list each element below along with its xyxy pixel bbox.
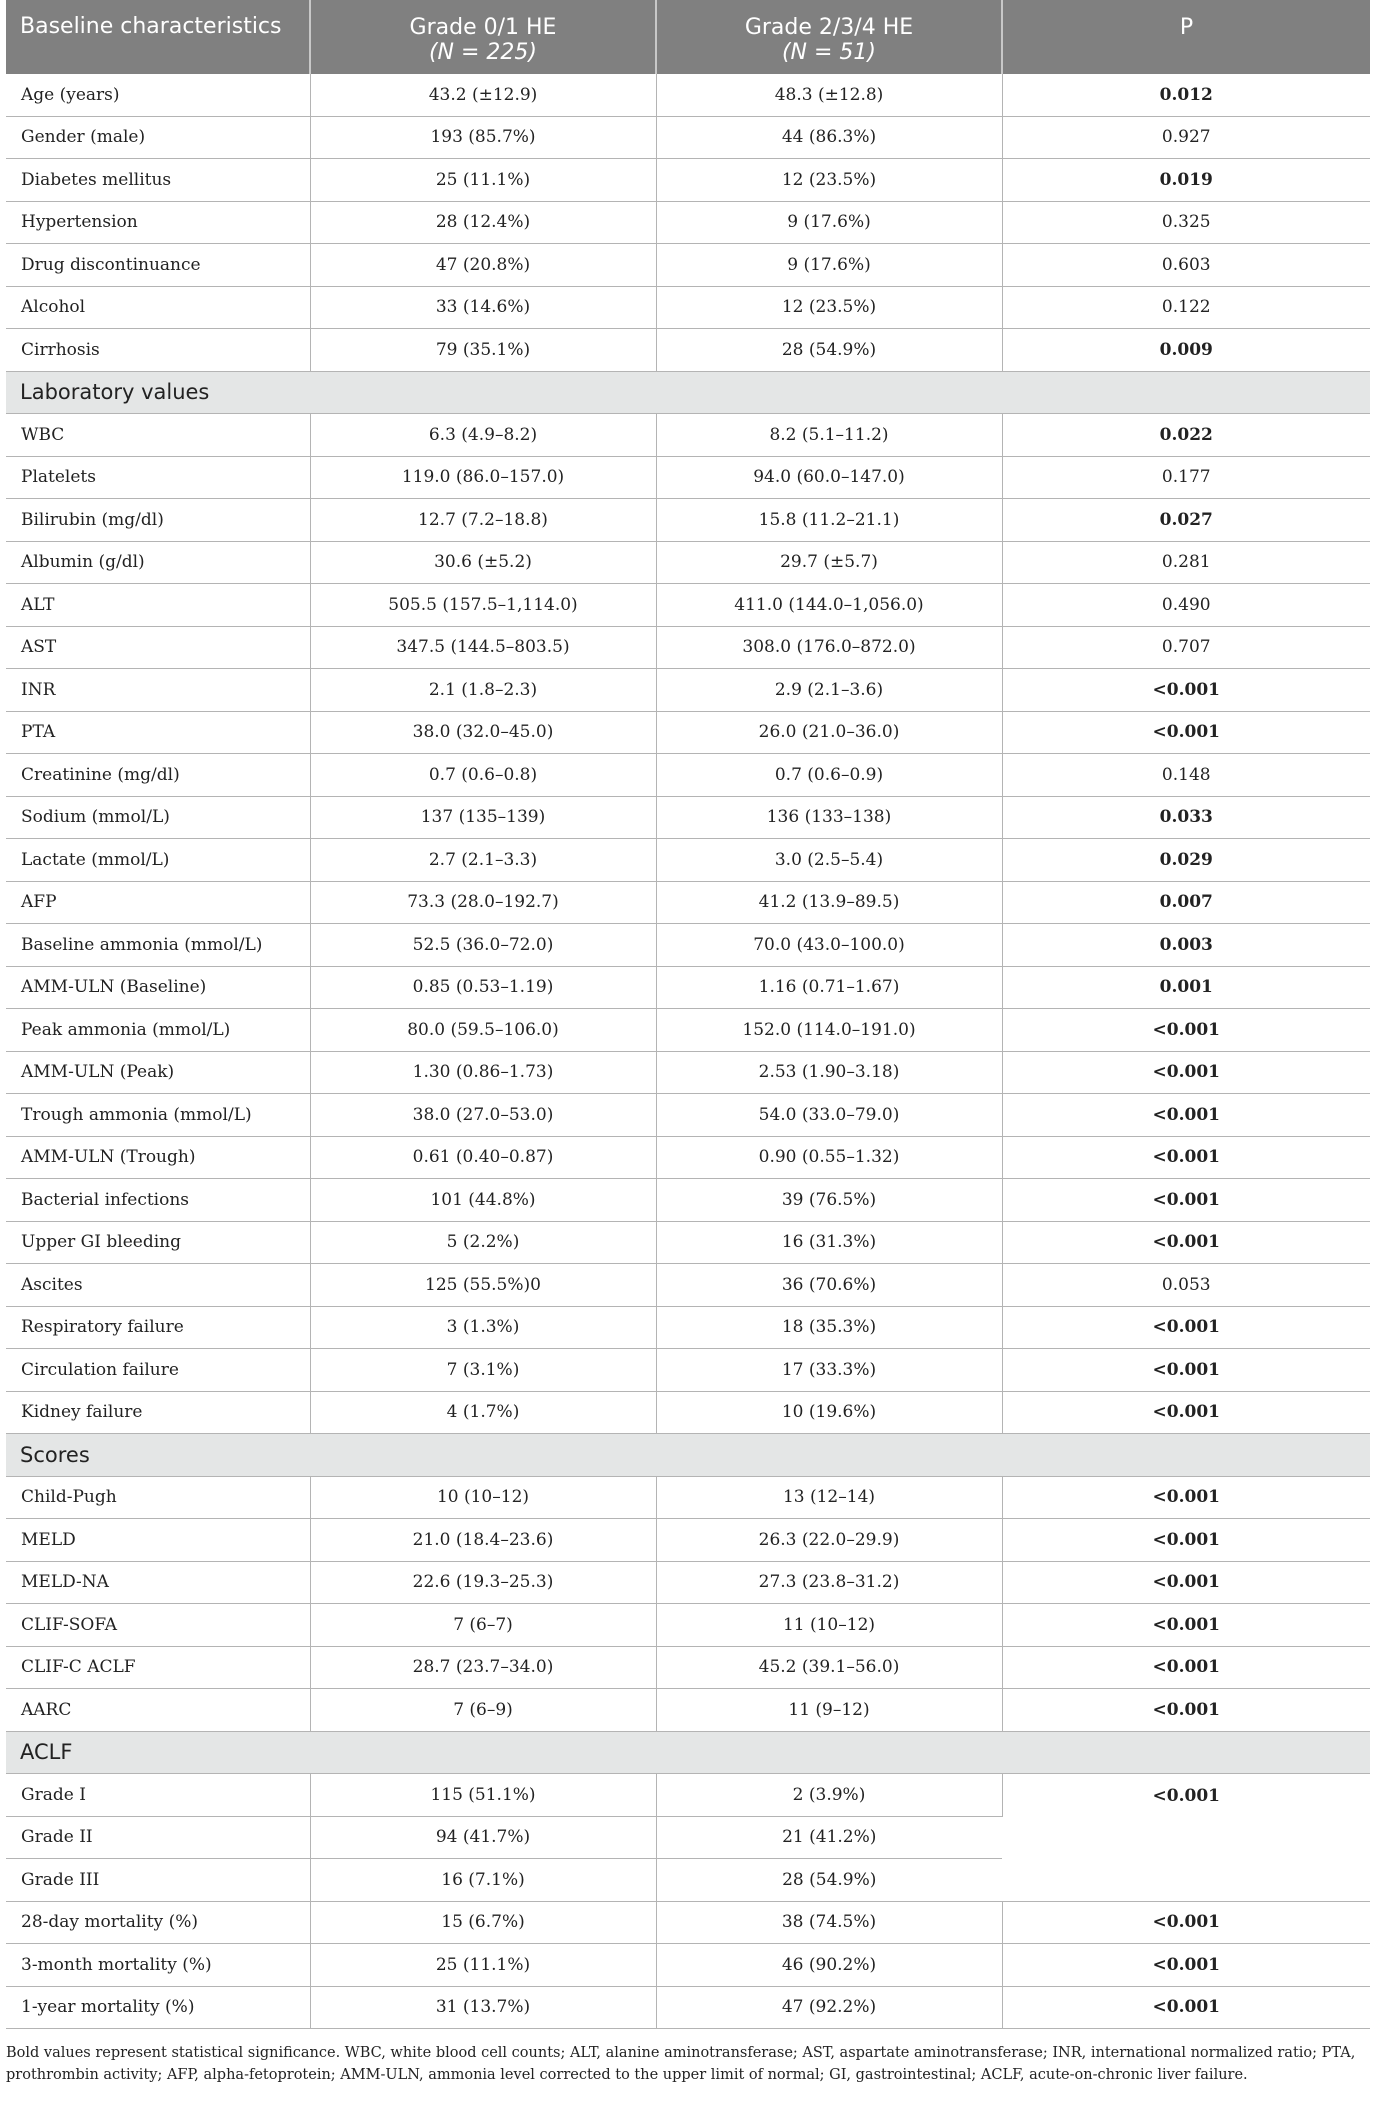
- p-value: 0.003: [1002, 924, 1370, 967]
- p-value: 0.707: [1002, 626, 1370, 669]
- section-header: ACLF: [6, 1731, 1370, 1774]
- row-label: MELD: [6, 1519, 310, 1562]
- p-value: 0.033: [1002, 796, 1370, 839]
- row-label: AST: [6, 626, 310, 669]
- row-label: Hypertension: [6, 201, 310, 244]
- baseline-characteristics-table: [6, 0, 1370, 2029]
- row-label: Trough ammonia (mmol/L): [6, 1094, 310, 1137]
- grade-01-value: 119.0 (86.0–157.0): [310, 456, 656, 499]
- grade-234-value: 2 (3.9%): [656, 1774, 1002, 1817]
- grade-01-value: 38.0 (27.0–53.0): [310, 1094, 656, 1137]
- row-label: Alcohol: [6, 286, 310, 329]
- p-value: 0.007: [1002, 881, 1370, 924]
- grade-234-value: 9 (17.6%): [656, 244, 1002, 287]
- row-label: AMM-ULN (Peak): [6, 1051, 310, 1094]
- grade-01-value: 28 (12.4%): [310, 201, 656, 244]
- section-header: Scores: [6, 1434, 1370, 1477]
- aclf-grade-p-value: <0.001: [1002, 1774, 1370, 1902]
- grade-01-value: 6.3 (4.9–8.2): [310, 414, 656, 457]
- grade-01-value: 347.5 (144.5–803.5): [310, 626, 656, 669]
- grade-01-value: 38.0 (32.0–45.0): [310, 711, 656, 754]
- grade-01-value: 7 (6–9): [310, 1689, 656, 1732]
- grade-01-value: 137 (135–139): [310, 796, 656, 839]
- grade-01-value: 1.30 (0.86–1.73): [310, 1051, 656, 1094]
- grade-01-value: 0.7 (0.6–0.8): [310, 754, 656, 797]
- row-label: WBC: [6, 414, 310, 457]
- grade-234-value: 10 (19.6%): [656, 1391, 1002, 1434]
- p-value: 0.177: [1002, 456, 1370, 499]
- p-value: <0.001: [1002, 1561, 1370, 1604]
- row-label: AARC: [6, 1689, 310, 1732]
- p-value: <0.001: [1002, 1689, 1370, 1732]
- section-header: Laboratory values: [6, 371, 1370, 414]
- table-row: [6, 414, 1370, 457]
- row-label: AMM-ULN (Trough): [6, 1136, 310, 1179]
- row-label: Creatinine (mg/dl): [6, 754, 310, 797]
- grade-234-value: 2.9 (2.1–3.6): [656, 669, 1002, 712]
- grade-01-value: 115 (51.1%): [310, 1774, 656, 1817]
- grade-234-value: 36 (70.6%): [656, 1264, 1002, 1307]
- row-label: Respiratory failure: [6, 1306, 310, 1349]
- table-row: [6, 499, 1370, 542]
- grade-01-value: 0.85 (0.53–1.19): [310, 966, 656, 1009]
- grade-234-value: 13 (12–14): [656, 1476, 1002, 1519]
- table-row: [6, 839, 1370, 882]
- p-value: 0.029: [1002, 839, 1370, 882]
- table-row: [6, 711, 1370, 754]
- table-row: [6, 1051, 1370, 1094]
- table-row: [6, 1306, 1370, 1349]
- p-value: 0.603: [1002, 244, 1370, 287]
- table-footnote: Bold values represent statistical significance. WBC, white blood cell counts; ALT, alanine aminotransferase; AST, aspartate aminotransferase; INR, international normalized ratio; PTA, prothrombin activity; AFP, alpha-fetoprotein; AMM-ULN, ammonia level corrected to the upper limit of normal; GI, gastrointestinal; ACLF, acute-on-chronic liver failure.: [6, 2045, 1356, 2083]
- table-row: [6, 456, 1370, 499]
- table-row: [6, 1689, 1370, 1732]
- grade-234-value: 18 (35.3%): [656, 1306, 1002, 1349]
- row-label: Baseline ammonia (mmol/L): [6, 924, 310, 967]
- table-row: [6, 1519, 1370, 1562]
- row-label: Kidney failure: [6, 1391, 310, 1434]
- grade-01-value: 79 (35.1%): [310, 329, 656, 372]
- grade-234-value: 15.8 (11.2–21.1): [656, 499, 1002, 542]
- grade-01-value: 94 (41.7%): [310, 1816, 656, 1859]
- p-value: <0.001: [1002, 1306, 1370, 1349]
- grade-234-value: 152.0 (114.0–191.0): [656, 1009, 1002, 1052]
- row-label: 3-month mortality (%): [6, 1944, 310, 1987]
- grade-234-value: 17 (33.3%): [656, 1349, 1002, 1392]
- section-row: [6, 371, 1370, 414]
- grade-234-value: 48.3 (±12.8): [656, 74, 1002, 116]
- grade-01-value: 30.6 (±5.2): [310, 541, 656, 584]
- p-value: <0.001: [1002, 1094, 1370, 1137]
- p-value: 0.053: [1002, 1264, 1370, 1307]
- row-label: Sodium (mmol/L): [6, 796, 310, 839]
- table-row: [6, 116, 1370, 159]
- grade-234-value: 28 (54.9%): [656, 329, 1002, 372]
- grade-01-value: 193 (85.7%): [310, 116, 656, 159]
- grade-234-value: 9 (17.6%): [656, 201, 1002, 244]
- row-label: Bacterial infections: [6, 1179, 310, 1222]
- grade-01-value: 3 (1.3%): [310, 1306, 656, 1349]
- p-value: 0.325: [1002, 201, 1370, 244]
- row-label: Lactate (mmol/L): [6, 839, 310, 882]
- table-row: [6, 966, 1370, 1009]
- grade-01-value: 7 (6–7): [310, 1604, 656, 1647]
- grade-234-value: 26.3 (22.0–29.9): [656, 1519, 1002, 1562]
- grade-01-value: 15 (6.7%): [310, 1901, 656, 1944]
- row-label: AFP: [6, 881, 310, 924]
- p-value: 0.001: [1002, 966, 1370, 1009]
- grade-234-value: 12 (23.5%): [656, 159, 1002, 202]
- p-value: <0.001: [1002, 1476, 1370, 1519]
- row-label: Albumin (g/dl): [6, 541, 310, 584]
- row-label: CLIF-C ACLF: [6, 1646, 310, 1689]
- grade-01-value: 0.61 (0.40–0.87): [310, 1136, 656, 1179]
- p-value: <0.001: [1002, 1391, 1370, 1434]
- table-row: [6, 1944, 1370, 1987]
- header-baseline-characteristics: Baseline characteristics: [6, 0, 310, 74]
- grade-234-value: 0.7 (0.6–0.9): [656, 754, 1002, 797]
- grade-234-value: 11 (9–12): [656, 1689, 1002, 1732]
- grade-01-value: 12.7 (7.2–18.8): [310, 499, 656, 542]
- row-label: Circulation failure: [6, 1349, 310, 1392]
- p-value: 0.927: [1002, 116, 1370, 159]
- table-row: [6, 584, 1370, 627]
- table-row: [6, 1986, 1370, 2029]
- grade-01-value: 10 (10–12): [310, 1476, 656, 1519]
- table-container: [6, 0, 1370, 2029]
- p-value: <0.001: [1002, 1349, 1370, 1392]
- grade-01-value: 47 (20.8%): [310, 244, 656, 287]
- row-label: Cirrhosis: [6, 329, 310, 372]
- table-row: [6, 1774, 1370, 1817]
- grade-234-value: 94.0 (60.0–147.0): [656, 456, 1002, 499]
- grade-01-value: 52.5 (36.0–72.0): [310, 924, 656, 967]
- p-value: 0.022: [1002, 414, 1370, 457]
- p-value: <0.001: [1002, 669, 1370, 712]
- p-value: <0.001: [1002, 1009, 1370, 1052]
- table-row: [6, 1136, 1370, 1179]
- grade-234-value: 28 (54.9%): [656, 1859, 1002, 1902]
- row-label: Grade III: [6, 1859, 310, 1902]
- grade-234-value: 0.90 (0.55–1.32): [656, 1136, 1002, 1179]
- p-value: 0.122: [1002, 286, 1370, 329]
- grade-234-value: 27.3 (23.8–31.2): [656, 1561, 1002, 1604]
- grade-01-value: 7 (3.1%): [310, 1349, 656, 1392]
- grade-01-value: 80.0 (59.5–106.0): [310, 1009, 656, 1052]
- table-row: [6, 754, 1370, 797]
- table-row: [6, 669, 1370, 712]
- header-grade-01: [310, 0, 656, 74]
- header-p-value: P: [1002, 0, 1370, 74]
- row-label: 1-year mortality (%): [6, 1986, 310, 2029]
- row-label: PTA: [6, 711, 310, 754]
- p-value: <0.001: [1002, 1604, 1370, 1647]
- grade-234-value: 41.2 (13.9–89.5): [656, 881, 1002, 924]
- table-row: [6, 626, 1370, 669]
- grade-234-value: 26.0 (21.0–36.0): [656, 711, 1002, 754]
- table-row: [6, 244, 1370, 287]
- row-label: Age (years): [6, 74, 310, 116]
- p-value: <0.001: [1002, 1986, 1370, 2029]
- grade-234-value: 8.2 (5.1–11.2): [656, 414, 1002, 457]
- row-label: Platelets: [6, 456, 310, 499]
- row-label: Bilirubin (mg/dl): [6, 499, 310, 542]
- table-row: [6, 1349, 1370, 1392]
- table-row: [6, 159, 1370, 202]
- grade-234-value: 47 (92.2%): [656, 1986, 1002, 2029]
- p-value: <0.001: [1002, 1051, 1370, 1094]
- table-row: [6, 1646, 1370, 1689]
- table-row: [6, 924, 1370, 967]
- grade-01-value: 505.5 (157.5–1,114.0): [310, 584, 656, 627]
- p-value: 0.019: [1002, 159, 1370, 202]
- header-grade-234-n: (N = 51): [781, 40, 877, 65]
- table-row: [6, 1221, 1370, 1264]
- grade-234-value: 44 (86.3%): [656, 116, 1002, 159]
- header-grade-234: [656, 0, 1002, 74]
- grade-234-value: 1.16 (0.71–1.67): [656, 966, 1002, 1009]
- grade-234-value: 11 (10–12): [656, 1604, 1002, 1647]
- grade-234-value: 29.7 (±5.7): [656, 541, 1002, 584]
- p-value: <0.001: [1002, 1646, 1370, 1689]
- grade-01-value: 101 (44.8%): [310, 1179, 656, 1222]
- row-label: Upper GI bleeding: [6, 1221, 310, 1264]
- row-label: MELD-NA: [6, 1561, 310, 1604]
- grade-01-value: 22.6 (19.3–25.3): [310, 1561, 656, 1604]
- p-value: <0.001: [1002, 1136, 1370, 1179]
- grade-234-value: 46 (90.2%): [656, 1944, 1002, 1987]
- grade-01-value: 125 (55.5%)0: [310, 1264, 656, 1307]
- p-value: <0.001: [1002, 1179, 1370, 1222]
- table-body: [6, 74, 1370, 2029]
- row-label: ALT: [6, 584, 310, 627]
- row-label: Child-Pugh: [6, 1476, 310, 1519]
- grade-234-value: 21 (41.2%): [656, 1816, 1002, 1859]
- grade-01-value: 16 (7.1%): [310, 1859, 656, 1902]
- row-label: Gender (male): [6, 116, 310, 159]
- row-label: Ascites: [6, 1264, 310, 1307]
- row-label: AMM-ULN (Baseline): [6, 966, 310, 1009]
- table-row: [6, 881, 1370, 924]
- table-row: [6, 1901, 1370, 1944]
- grade-234-value: 45.2 (39.1–56.0): [656, 1646, 1002, 1689]
- p-value: 0.027: [1002, 499, 1370, 542]
- row-label: INR: [6, 669, 310, 712]
- grade-234-value: 12 (23.5%): [656, 286, 1002, 329]
- table-row: [6, 1179, 1370, 1222]
- grade-234-value: 54.0 (33.0–79.0): [656, 1094, 1002, 1137]
- table-row: [6, 286, 1370, 329]
- grade-234-value: 2.53 (1.90–3.18): [656, 1051, 1002, 1094]
- grade-01-value: 4 (1.7%): [310, 1391, 656, 1434]
- row-label: Peak ammonia (mmol/L): [6, 1009, 310, 1052]
- section-row: [6, 1731, 1370, 1774]
- table-header-row: [6, 0, 1370, 74]
- grade-01-value: 25 (11.1%): [310, 1944, 656, 1987]
- table-row: [6, 201, 1370, 244]
- grade-234-value: 136 (133–138): [656, 796, 1002, 839]
- grade-234-value: 308.0 (176.0–872.0): [656, 626, 1002, 669]
- p-value: 0.012: [1002, 74, 1370, 116]
- p-value: <0.001: [1002, 711, 1370, 754]
- p-value: 0.490: [1002, 584, 1370, 627]
- p-value: 0.148: [1002, 754, 1370, 797]
- table-row: [6, 1009, 1370, 1052]
- header-grade-01-title: Grade 0/1 HE: [409, 15, 557, 40]
- row-label: Grade II: [6, 1816, 310, 1859]
- header-grade-01-n: (N = 225): [428, 40, 538, 65]
- table-row: [6, 1561, 1370, 1604]
- table-row: [6, 541, 1370, 584]
- grade-01-value: 2.1 (1.8–2.3): [310, 669, 656, 712]
- grade-234-value: 39 (76.5%): [656, 1179, 1002, 1222]
- row-label: Grade I: [6, 1774, 310, 1817]
- grade-01-value: 5 (2.2%): [310, 1221, 656, 1264]
- table-row: [6, 329, 1370, 372]
- table-row: [6, 1476, 1370, 1519]
- table-row: [6, 1264, 1370, 1307]
- grade-234-value: 3.0 (2.5–5.4): [656, 839, 1002, 882]
- p-value: <0.001: [1002, 1901, 1370, 1944]
- p-value: 0.009: [1002, 329, 1370, 372]
- grade-234-value: 70.0 (43.0–100.0): [656, 924, 1002, 967]
- table-row: [6, 74, 1370, 116]
- grade-234-value: 411.0 (144.0–1,056.0): [656, 584, 1002, 627]
- p-value: <0.001: [1002, 1944, 1370, 1987]
- row-label: Diabetes mellitus: [6, 159, 310, 202]
- grade-01-value: 2.7 (2.1–3.3): [310, 839, 656, 882]
- grade-01-value: 28.7 (23.7–34.0): [310, 1646, 656, 1689]
- grade-234-value: 38 (74.5%): [656, 1901, 1002, 1944]
- p-value: 0.281: [1002, 541, 1370, 584]
- grade-01-value: 43.2 (±12.9): [310, 74, 656, 116]
- p-value: <0.001: [1002, 1519, 1370, 1562]
- header-grade-234-title: Grade 2/3/4 HE: [744, 15, 914, 40]
- table-row: [6, 1094, 1370, 1137]
- row-label: Drug discontinuance: [6, 244, 310, 287]
- table-row: [6, 796, 1370, 839]
- section-row: [6, 1434, 1370, 1477]
- row-label: 28-day mortality (%): [6, 1901, 310, 1944]
- table-row: [6, 1604, 1370, 1647]
- grade-01-value: 73.3 (28.0–192.7): [310, 881, 656, 924]
- grade-234-value: 16 (31.3%): [656, 1221, 1002, 1264]
- grade-01-value: 31 (13.7%): [310, 1986, 656, 2029]
- grade-01-value: 25 (11.1%): [310, 159, 656, 202]
- table-row: [6, 1391, 1370, 1434]
- grade-01-value: 21.0 (18.4–23.6): [310, 1519, 656, 1562]
- p-value: <0.001: [1002, 1221, 1370, 1264]
- row-label: CLIF-SOFA: [6, 1604, 310, 1647]
- grade-01-value: 33 (14.6%): [310, 286, 656, 329]
